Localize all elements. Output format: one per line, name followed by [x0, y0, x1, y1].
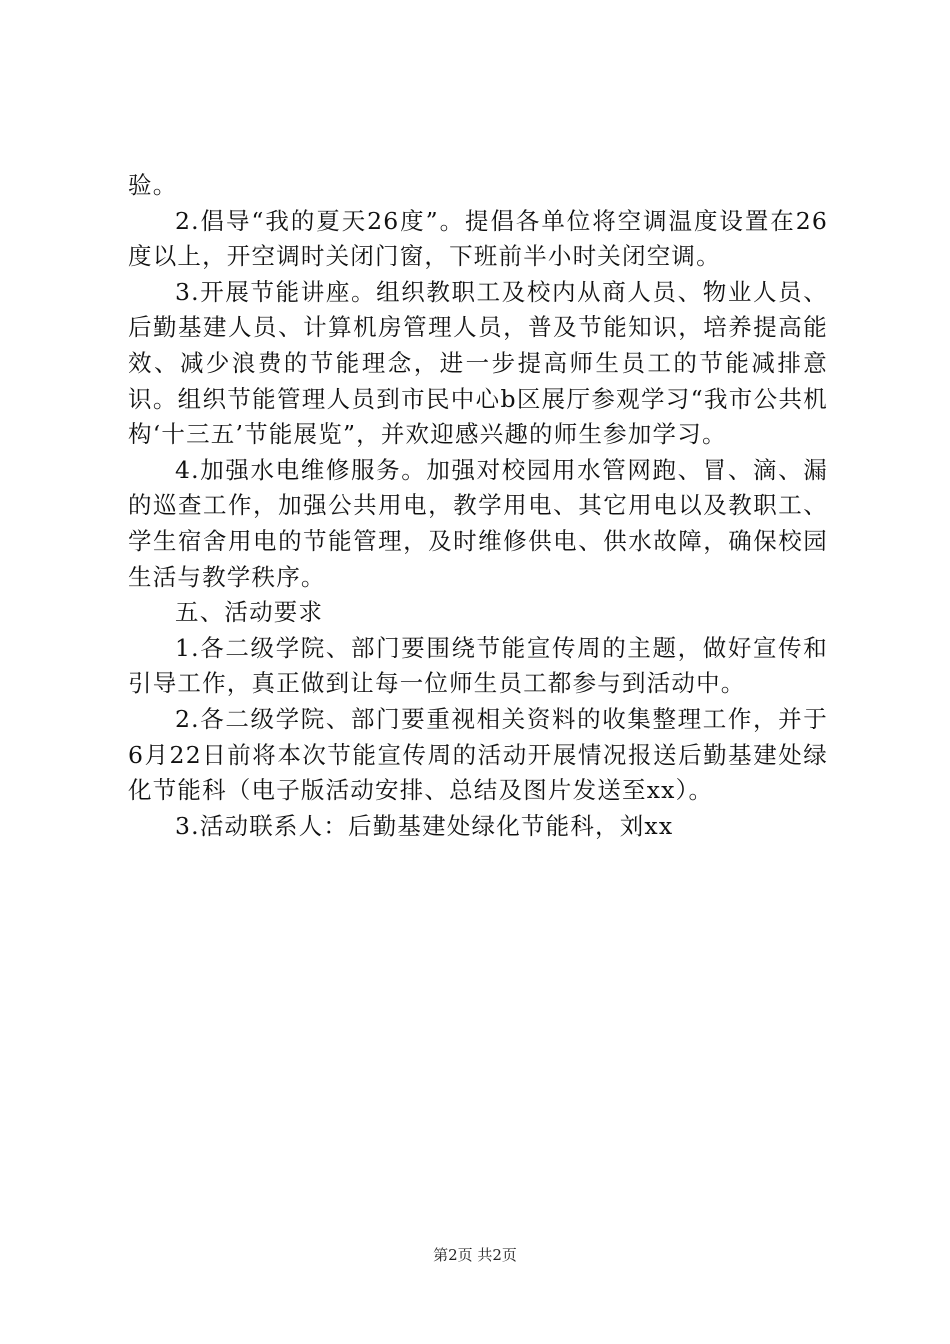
paragraph-requirement-1: 1.各二级学院、部门要围绕节能宣传周的主题，做好宣传和引导工作，真正做到让每一位师生员工都参与到活动中。	[128, 633, 828, 698]
paragraph-item-4-maintenance: 4.加强水电维修服务。加强对校园用水管网跑、冒、滴、漏的巡查工作，加强公共用电，教学用电、其它用电以及教职工、学生宿舍用电的节能管理，及时维修供电、供水故障，确保校园生活与教学秩序。	[128, 455, 828, 591]
paragraph-requirement-2: 2.各二级学院、部门要重视相关资料的收集整理工作，并于6月22日前将本次节能宣传周的活动开展情况报送后勤基建处绿化节能科（电子版活动安排、总结及图片发送至xx）。	[128, 704, 828, 805]
document-body	[128, 168, 828, 844]
paragraph-item-3-energy-lecture: 3.开展节能讲座。组织教职工及校内从商人员、物业人员、后勤基建人员、计算机房管理人员，普及节能知识，培养提高能效、减少浪费的节能理念，进一步提高师生员工的节能减排意识。组织节能管理人员到市民中心b区展厅参观学习“我市公共机构‘十三五’节能展览”，并欢迎感兴趣的师生参加学习。	[128, 277, 828, 449]
page-number-label: 第2页 共2页	[433, 1246, 517, 1264]
paragraph-requirement-3-contact: 3.活动联系人：后勤基建处绿化节能科，刘xx	[175, 811, 674, 840]
section-heading-requirements: 五、活动要求	[175, 598, 324, 627]
page-footer	[0, 1244, 950, 1265]
paragraph-item-2-air-conditioning: 2.倡导“我的夏天26度”。提倡各单位将空调温度设置在26度以上，开空调时关闭门窗，下班前半小时关闭空调。	[128, 206, 828, 271]
paragraph-continuation: 验。	[128, 171, 178, 199]
